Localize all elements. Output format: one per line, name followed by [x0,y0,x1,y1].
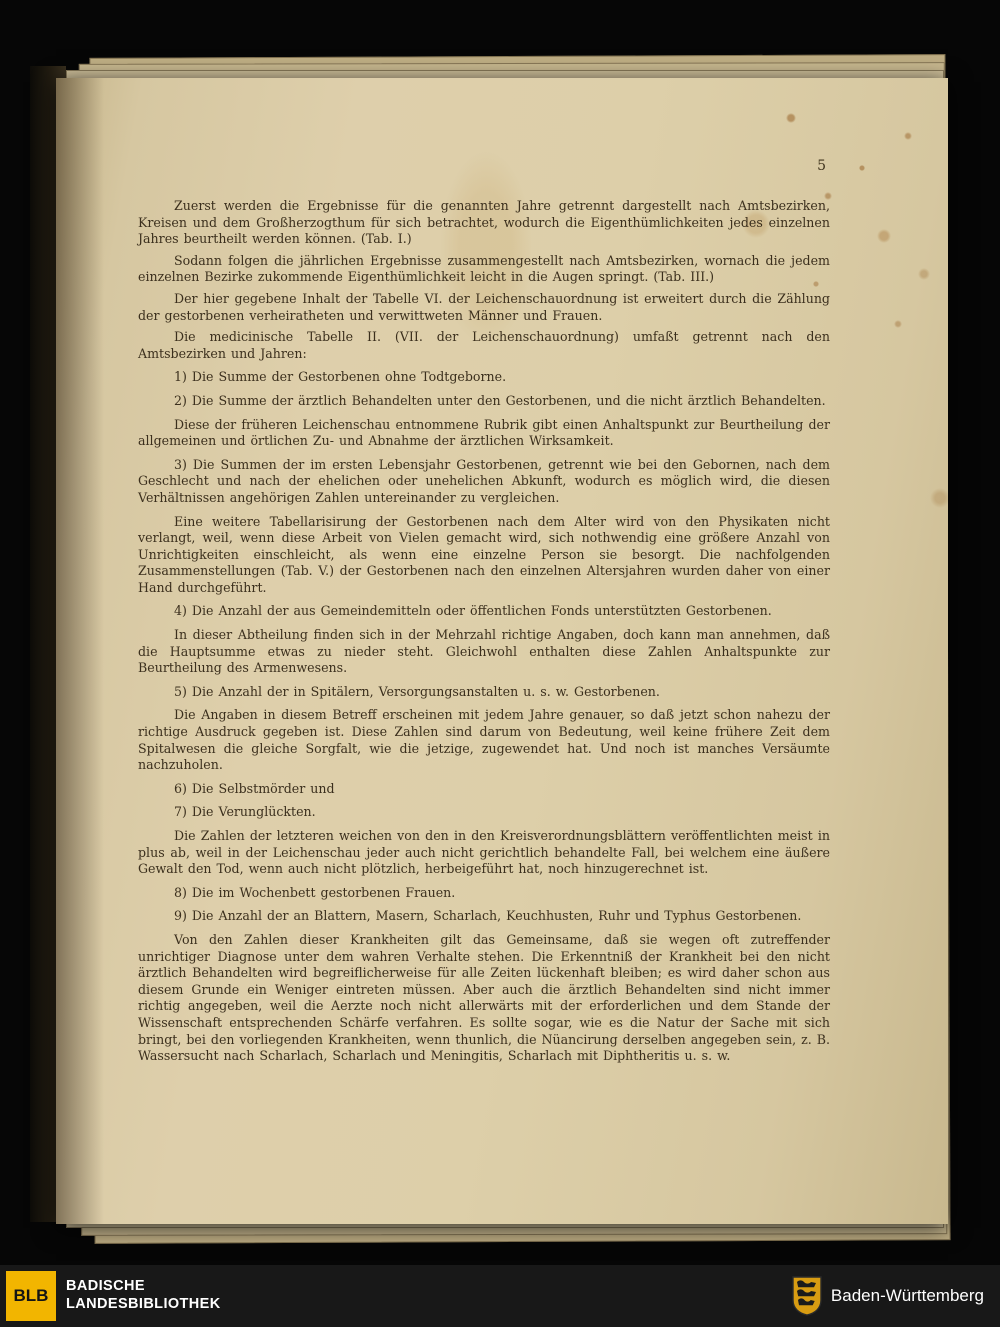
library-name [66,1278,221,1313]
footer-bar [0,1265,1000,1327]
paragraph: Sodann folgen die jährlichen Ergebnisse zusammengestellt nach Amtsbezirken, wornach die jedem einzelnen Bezirke zukommende Eigenthümlichkeit leicht in die Augen springt. (Tab. III.) [138,252,830,285]
paragraph: Zuerst werden die Ergebnisse für die genannten Jahre getrennt dargestellt nach Amtsbezirken, Kreisen und dem Großherzogthum für sich betrachtet, wodurch die Eigenthümlichkeiten jedes einzelnen Jahres beurtheilt werden können. (Tab. I.) [138,198,830,247]
paragraph: Eine weitere Tabellarisirung der Gestorbenen nach dem Alter wird von den Physikaten nicht verlangt, weil, wenn diese Arbeit von Vielen gemacht wird, sich nothwendig eine größere Anzahl von Unrichtigkeiten einschleicht, als wenn eine einzelne Person sie besorgt. Die nachfolgenden Zusammenstellungen (Tab. V.) der Gestorbenen nach den einzelnen Altersjahren wurden daher von einer Hand durchgeführt. [138,513,830,595]
paragraph: In dieser Abtheilung finden sich in der Mehrzahl richtige Angaben, doch kann man annehmen, daß die Hauptsumme etwas zu nieder steht. Gleichwohl enthalten diese Zahlen Anhaltspunkte zur Beurtheilung des Armenwesens. [138,627,830,676]
paragraph: Die medicinische Tabelle II. (VII. der Leichenschauordnung) umfaßt getrennt nach den Amtsbezirken und Jahren: [138,329,830,361]
blb-logo-text: BLB [13,1286,49,1305]
paragraph: Diese der früheren Leichenschau entnommene Rubrik gibt einen Anhaltspunkt zur Beurtheilung der allgemeinen und örtlichen Zu- und Abnahme der ärztlichen Wirksamkeit. [138,416,830,449]
paragraph: Der hier gegebene Inhalt der Tabelle VI. der Leichenschauordnung ist erweitert durch die Zählung der gestorbenen verheiratheten und verwittweten Männer und Frauen. [138,290,830,323]
paragraph: Die Zahlen der letzteren weichen von den in den Kreisverordnungsblättern veröffentlichten meist in plus ab, weil in der Leichenschau jeder auch nicht gerichtlich behandelte Fall, bei welchem eine äußere Gewalt den Tod, wenn auch nicht plötzlich, herbeigeführt hat, noch hinzugerechnet ist. [138,828,830,877]
list-item: 6) Die Selbstmörder und [174,780,335,796]
state-branding [792,1276,984,1316]
paragraph: Die Angaben in diesem Betreff erscheinen mit jedem Jahre genauer, so daß jetzt schon nahezu der richtige Ausdruck gegeben ist. Diese Zahlen sind darum von Bedeutung, weil keine frühere Zeit dem Spitalwesen die gleiche Sorgfalt, wie die jetzige, zugewendet hat. Und noch ist manches Versäumte nachzuholen. [138,707,830,773]
state-name: Baden-Württemberg [830,1286,984,1305]
list-item: 2) Die Summe der ärztlich Behandelten unter den Gestorbenen, und die nicht ärztlich Behandelten. [174,392,826,408]
list-item: 1) Die Summe der Gestorbenen ohne Todtgeborne. [174,369,507,385]
library-name-line1: BADISCHE [66,1278,145,1295]
list-item: 9) Die Anzahl der an Blattern, Masern, Scharlach, Keuchhusten, Ruhr und Typhus Gestorbenen. [174,908,802,924]
list-item: 8) Die im Wochenbett gestorbenen Frauen. [174,884,456,900]
page-text [138,198,830,1070]
list-item: 7) Die Verunglückten. [174,804,316,820]
paragraph: Von den Zahlen dieser Krankheiten gilt das Gemeinsame, daß sie wegen oft zutreffender unrichtiger Diagnose unter dem wahren Verhalte stehen. Die Erkenntniß der Krankheit bei den nicht ärztlich Behandelten wird begreiflicherweise für alle Zeiten lückenhaft bleiben; es wird daher schon aus diesem Grunde ein Weniger eintreten müssen. Aber auch die ärztlich Behandelten sind nicht immer richtig angegeben, weil die Aerzte noch nicht allerwärts mit der erforderlichen und dem Stande der Wissenschaft entsprechenden Schärfe verfahren. Es sollte sogar, wie es die Natur der Sache mit sich bringt, bei den vorliegenden Krankheiten, wenn thunlich, die Nüancirung derselben angegeben sein, z. B. Wassersucht nach Scharlach, Scharlach und Meningitis, Scharlach mit Diphtheritis u. s. w. [138,931,831,1064]
book-gutter-shadow [56,78,104,1224]
scanned-book-page [56,78,948,1224]
library-name-line2: LANDESBIBLIOTHEK [66,1296,221,1312]
list-item: 5) Die Anzahl der in Spitälern, Versorgungsanstalten u. s. w. Gestorbenen. [174,683,660,699]
page-number: 5 [817,158,826,174]
library-branding [6,1271,221,1321]
list-item: 4) Die Anzahl der aus Gemeindemitteln oder öffentlichen Fonds unterstützten Gestorbenen. [174,603,772,619]
blb-logo [6,1271,56,1321]
baden-wuerttemberg-coat-of-arms-icon [792,1276,822,1316]
list-item: 3) Die Summen der im ersten Lebensjahr Gestorbenen, getrennt wie bei den Gebornen, nach dem Geschlecht und nach der ehelichen oder unehelichen Abkunft, wodurch es möglich wird, die diesen Verhältnissen angehörigen Zahlen untereinander zu vergleichen. [138,456,830,505]
